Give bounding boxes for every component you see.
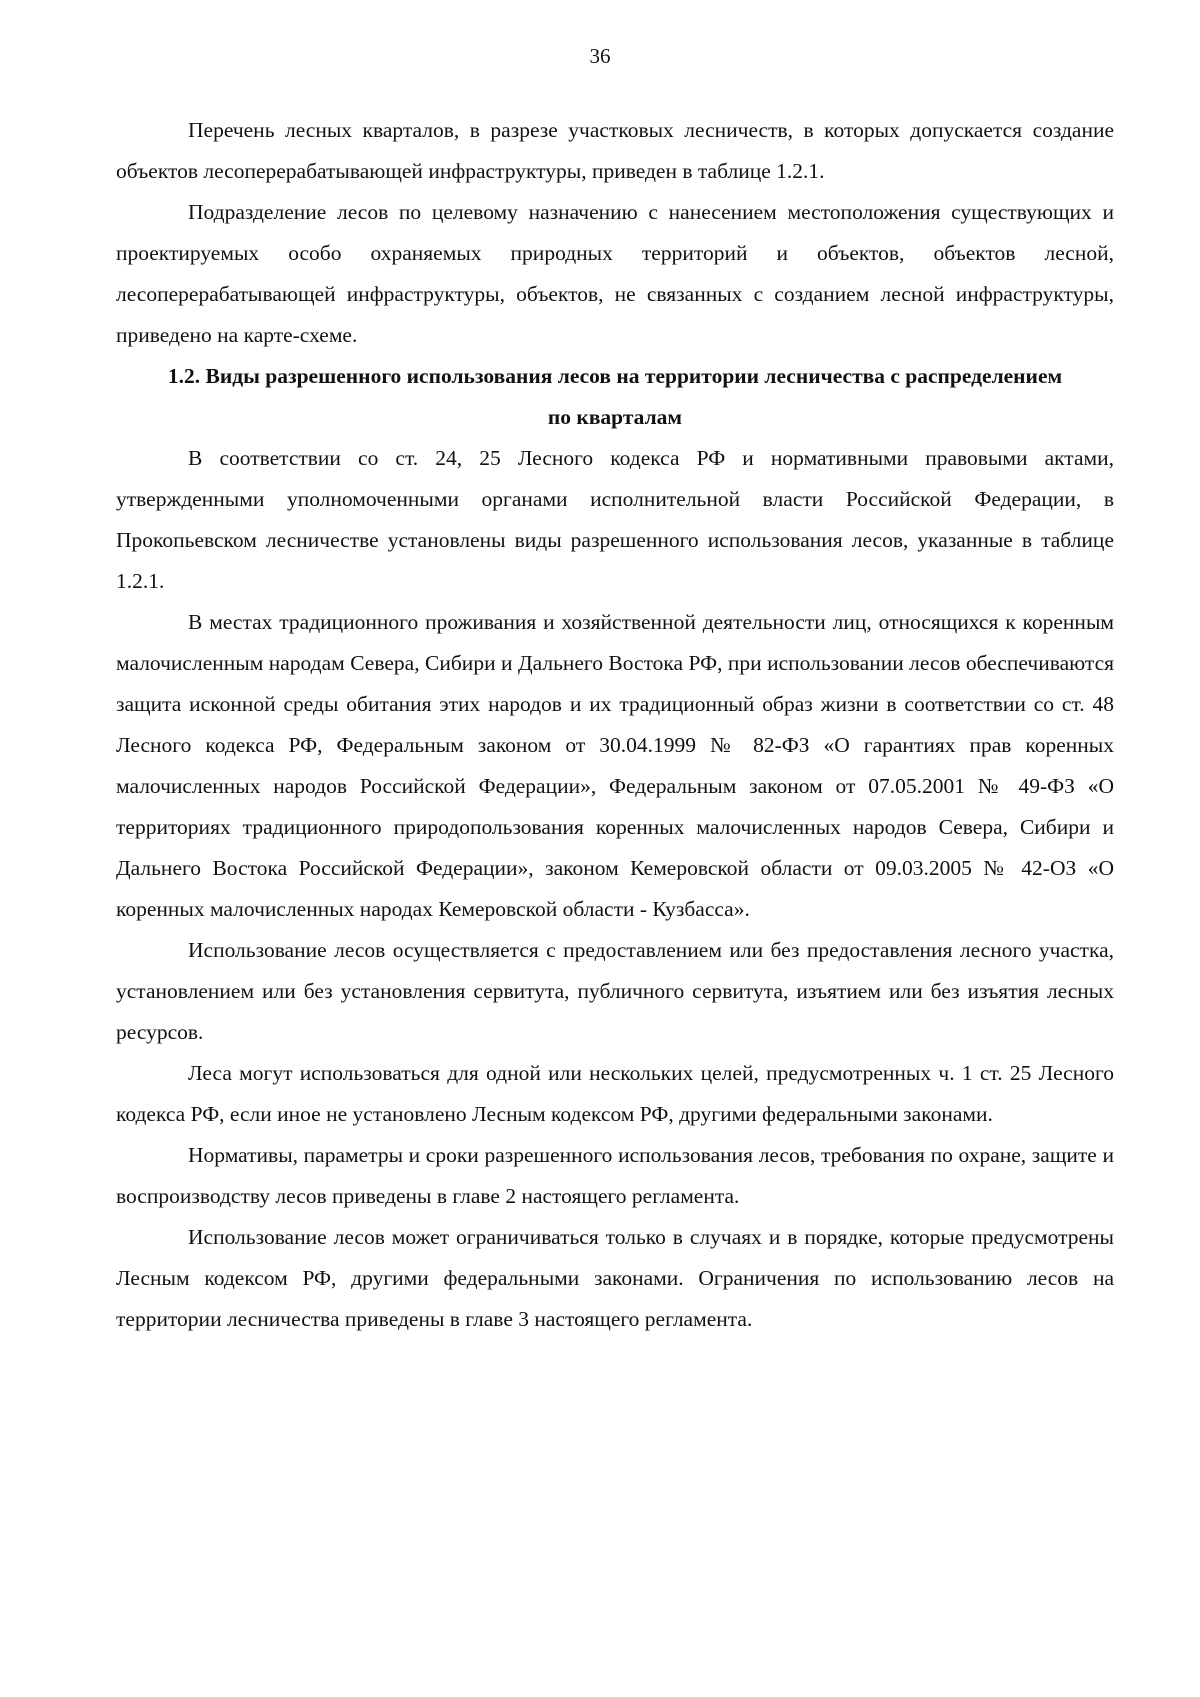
page-number: 36 xyxy=(589,44,611,68)
paragraph-use-conditions: Использование лесов осуществляется с предоставлением или без предоставления лесного участка, установлением или без установления сервитута, публичного сервитута, изъятием или без изъятия лесных ресурсов. xyxy=(116,938,1114,1044)
section-heading: 1.2. Виды разрешенного использования лесов на территории лесничества с распределением по кварталам xyxy=(167,364,1063,429)
paragraph-indigenous-peoples: В местах традиционного проживания и хозяйственной деятельности лиц, относящихся к коренным малочисленным народам Севера, Сибири и Дальнего Востока РФ, при использовании лесов обеспечиваются защита исконной среды обитания этих народов и их традиционный образ жизни в соответствии со ст. 48 Лесного кодекса РФ, Федеральным законом от 30.04.1999 № 82-ФЗ «О гарантиях прав коренных малочисленных народов Российской Федерации», Федеральным законом от 07.05.2001 № 49-ФЗ «О территориях традиционного природопользования коренных малочисленных народов Севера, Сибири и Дальнего Востока Российской Федерации», законом Кемеровской области от 09.03.2005 № 42-ОЗ «О коренных малочисленных народах Кемеровской области - Кузбасса». xyxy=(116,610,1114,921)
document-body xyxy=(116,110,1114,1340)
paragraph-norms-parameters: Нормативы, параметры и сроки разрешенного использования лесов, требования по охране, защите и воспроизводству лесов приведены в главе 2 настоящего регламента. xyxy=(116,1143,1114,1208)
paragraph-use-restrictions: Использование лесов может ограничиваться только в случаях и в порядке, которые предусмотрены Лесным кодексом РФ, другими федеральными законами. Ограничения по использованию лесов на территории лесничества приведены в главе 3 настоящего регламента. xyxy=(116,1225,1114,1331)
paragraph-permitted-uses: В соответствии со ст. 24, 25 Лесного кодекса РФ и нормативными правовыми актами, утвержденными уполномоченными органами исполнительной власти Российской Федерации, в Прокопьевском лесничестве установлены виды разрешенного использования лесов, указанные в таблице 1.2.1. xyxy=(116,446,1114,593)
paragraph-forest-division: Подразделение лесов по целевому назначению с нанесением местоположения существующих и проектируемых особо охраняемых природных территорий и объектов, объектов лесной, лесоперерабатывающей инфраструктуры, объектов, не связанных с созданием лесной инфраструктуры, приведено на карте-схеме. xyxy=(116,200,1114,347)
paragraph-use-purposes: Леса могут использоваться для одной или нескольких целей, предусмотренных ч. 1 ст. 25 Лесного кодекса РФ, если иное не установлено Лесным кодексом РФ, другими федеральными законами. xyxy=(116,1061,1114,1126)
paragraph-forest-quarters-list: Перечень лесных кварталов, в разрезе участковых лесничеств, в которых допускается создание объектов лесоперерабатывающей инфраструктуры, приведен в таблице 1.2.1. xyxy=(116,118,1114,183)
